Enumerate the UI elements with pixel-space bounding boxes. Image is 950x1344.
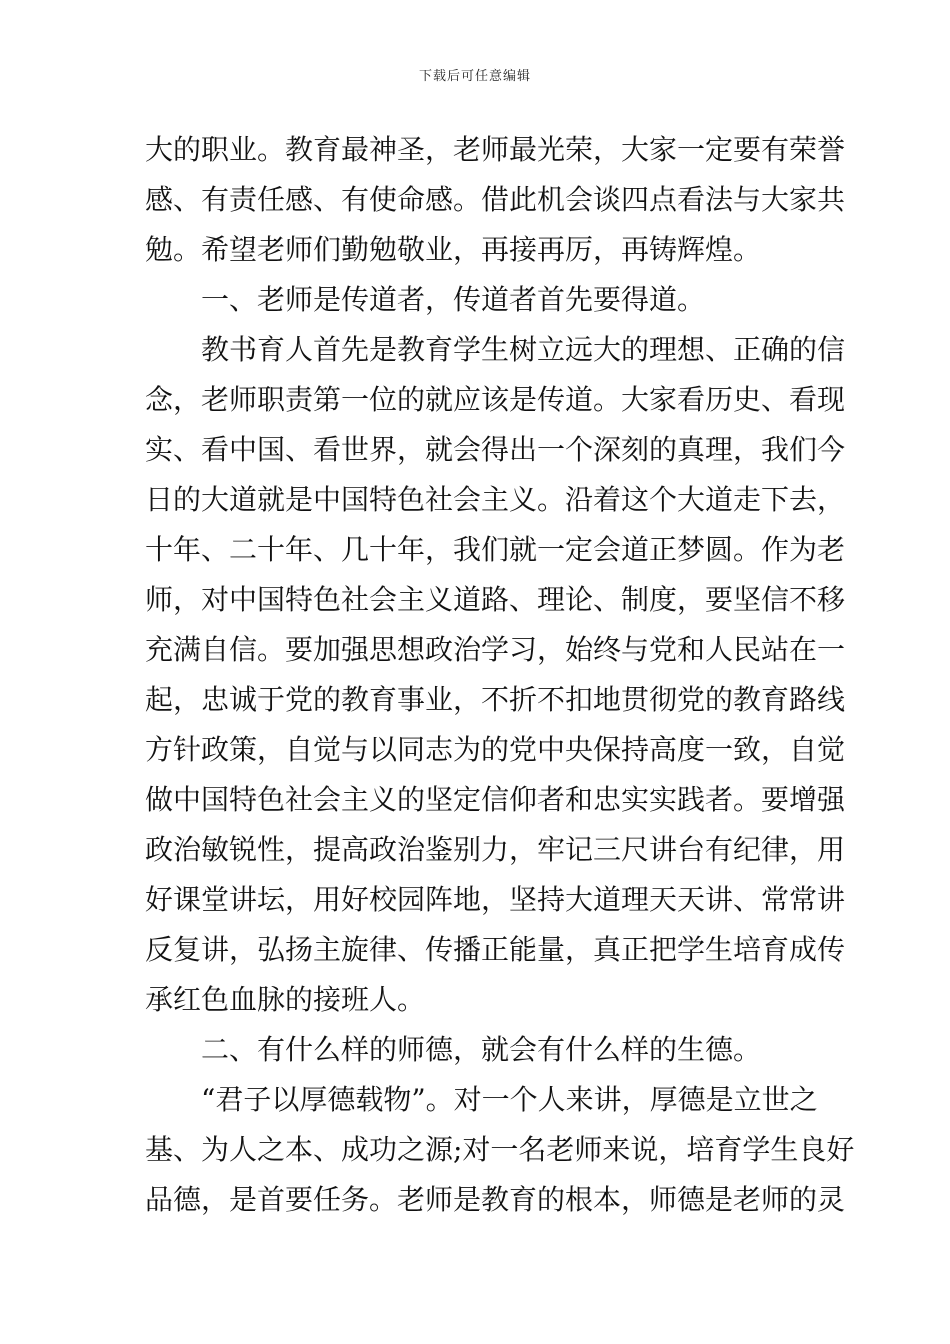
text-line: 方针政策，自觉与以同志为的党中央保持高度一致，自觉 [145, 733, 846, 766]
text-line: 勉。希望老师们勤勉敬业，再接再厉，再铸辉煌。 [145, 233, 762, 266]
text-line: 基、为人之本、成功之源;对一名老师来说，培育学生良好 [145, 1133, 855, 1166]
section-heading: 一、老师是传道者，传道者首先要得道。 [201, 283, 706, 316]
text-line: 反复讲，弘扬主旋律、传播正能量，真正把学生培育成传 [145, 933, 846, 966]
text-line: 品德，是首要任务。老师是教育的根本，师德是老师的灵 [145, 1183, 846, 1216]
text-line: 政治敏锐性，提高政治鉴别力，牢记三尺讲台有纪律，用 [145, 833, 846, 866]
text-line: 感、有责任感、有使命感。借此机会谈四点看法与大家共 [145, 183, 846, 216]
text-line: 充满自信。要加强思想政治学习，始终与党和人民站在一 [145, 633, 846, 666]
text-line: 日的大道就是中国特色社会主义。沿着这个大道走下去， [145, 483, 846, 516]
text-line: 好课堂讲坛，用好校园阵地，坚持大道理天天讲、常常讲 [145, 883, 846, 916]
text-line: 大的职业。教育最神圣，老师最光荣，大家一定要有荣誉 [145, 133, 846, 166]
text-line: 十年、二十年、几十年，我们就一定会道正梦圆。作为老 [145, 533, 846, 566]
text-line: 起，忠诚于党的教育事业，不折不扣地贯彻党的教育路线 [145, 683, 846, 716]
document-body [145, 125, 855, 1225]
text-line: 实、看中国、看世界，就会得出一个深刻的真理，我们今 [145, 433, 846, 466]
page-header: 下载后可任意编辑 [418, 69, 531, 84]
text-line: 承红色血脉的接班人。 [145, 983, 426, 1016]
section-heading: 二、有什么样的师德，就会有什么样的生德。 [201, 1033, 762, 1066]
text-line: 教书育人首先是教育学生树立远大的理想、正确的信 [201, 333, 846, 366]
text-line: 师，对中国特色社会主义道路、理论、制度，要坚信不移 [145, 583, 846, 616]
text-line: 做中国特色社会主义的坚定信仰者和忠实实践者。要增强 [145, 783, 846, 816]
text-line: “君子以厚德载物”。对一个人来讲，厚德是立世之 [201, 1083, 818, 1116]
text-line: 念，老师职责第一位的就应该是传道。大家看历史、看现 [145, 383, 846, 416]
